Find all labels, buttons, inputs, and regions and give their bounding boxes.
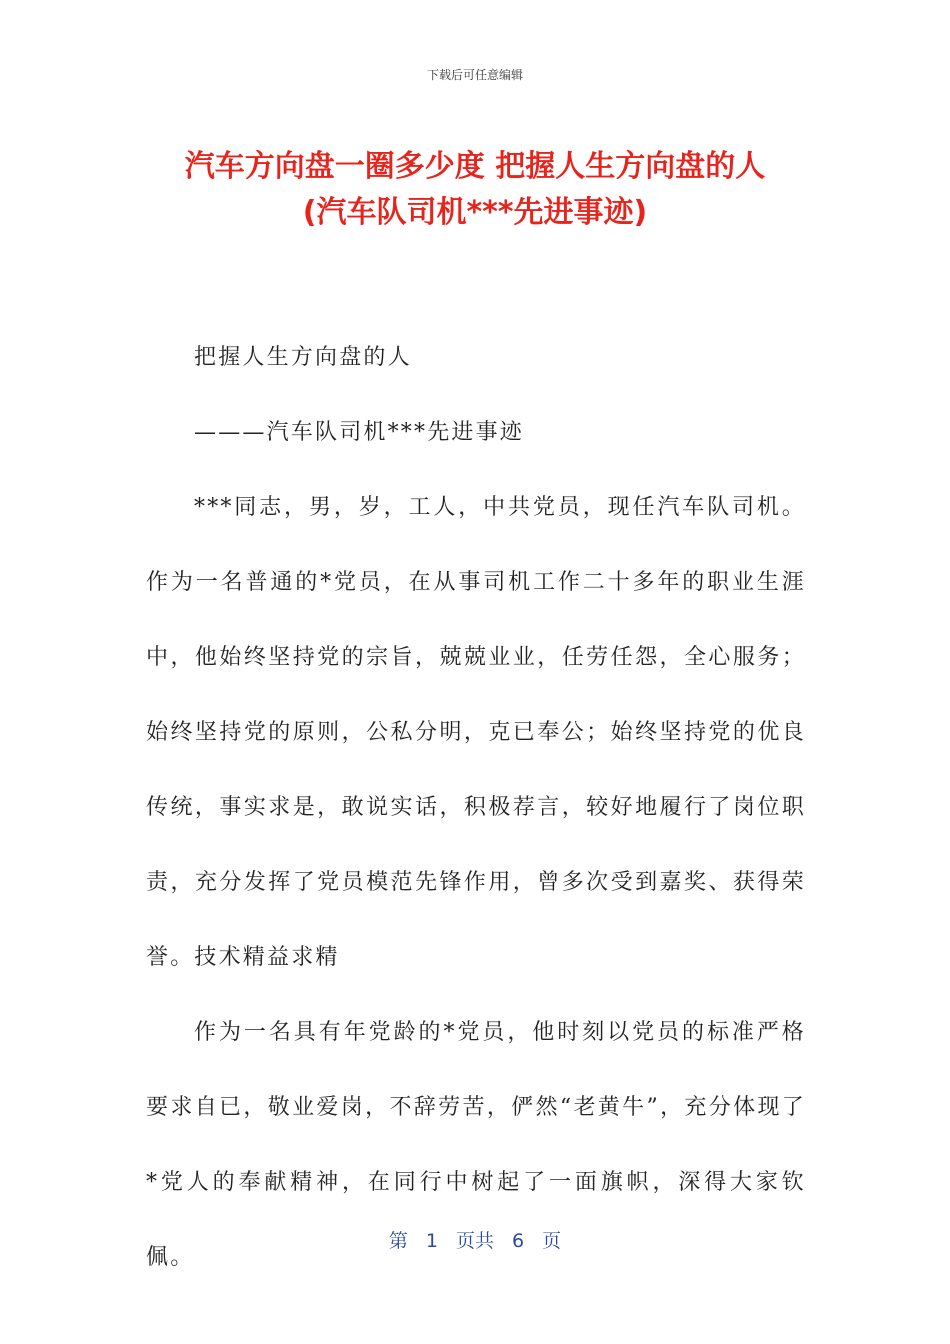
page-footer: [0, 1226, 950, 1253]
subtitle-heading: 把握人生方向盘的人: [194, 345, 412, 370]
subtitle-byline: ———汽车队司机***先进事迹: [194, 420, 525, 445]
title-line-1: 汽车方向盘一圈多少度 把握人生方向盘的人: [184, 149, 766, 184]
body-paragraph: 作为一名具有年党龄的*党员，他时刻以党员的标准严格要求自已，敬业爱岗，不辞劳苦，俨然“老黄牛”，充分体现了*党人的奉献精神，在同行中树起了一面旗帜，深得大家钦佩。: [146, 1020, 806, 1270]
body-paragraph: ***同志，男，岁，工人，中共党员，现任汽车队司机。作为一名普通的*党员，在从事司机工作二十多年的职业生涯中，他始终坚持党的宗旨，兢兢业业，任劳任怨，全心服务；始终坚持党的原则，公私分明，克已奉公；始终坚持党的优良传统，事实求是，敢说实话，积极荐言，较好地履行了岗位职责，充分发挥了党员模范先锋作用，曾多次受到嘉奖、获得荣誉。技术精益求精: [146, 495, 806, 970]
document-body: [146, 320, 806, 1295]
page-number-label: 第 1 页共 6 页: [388, 1230, 562, 1252]
header-note: 下载后可任意编辑: [426, 68, 523, 82]
document-title: [120, 144, 830, 236]
title-line-2: (汽车队司机***先进事迹): [302, 195, 648, 230]
